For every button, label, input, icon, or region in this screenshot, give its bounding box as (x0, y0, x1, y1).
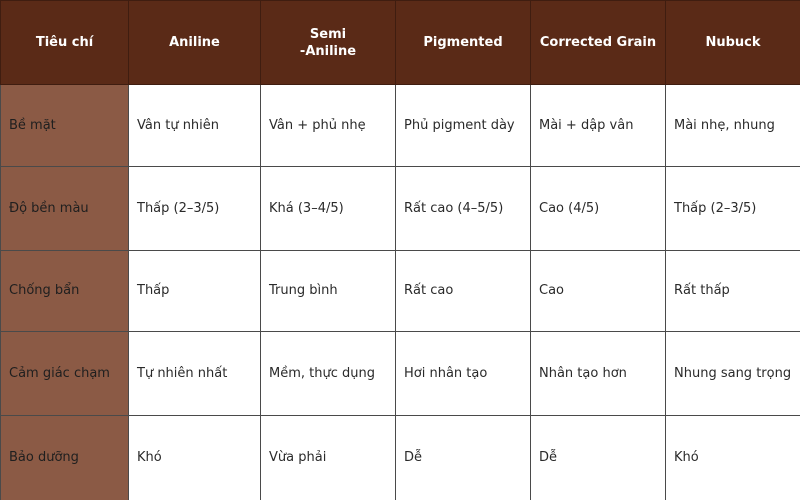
table-cell: Mài + dập vân (531, 85, 666, 167)
table-cell: Nhung sang trọng (666, 332, 800, 416)
table-cell: Cao (531, 251, 666, 332)
header-nubuck: Nubuck (666, 1, 800, 85)
table-row (1, 167, 800, 251)
table-cell: Vân + phủ nhẹ (261, 85, 396, 167)
header-semi-aniline: Semi -Aniline (261, 1, 396, 85)
table-cell: Tự nhiên nhất (129, 332, 261, 416)
table-row (1, 332, 800, 416)
row-label-stain-resistance: Chống bẩn (1, 251, 129, 332)
table-cell: Dễ (396, 416, 531, 500)
row-label-touch-feel: Cảm giác chạm (1, 332, 129, 416)
table-cell: Trung bình (261, 251, 396, 332)
table-cell: Hơi nhân tạo (396, 332, 531, 416)
table-cell: Cao (4/5) (531, 167, 666, 251)
table-cell: Vân tự nhiên (129, 85, 261, 167)
table-cell: Mài nhẹ, nhung (666, 85, 800, 167)
header-corrected-grain: Corrected Grain (531, 1, 666, 85)
table-cell: Rất thấp (666, 251, 800, 332)
table-cell: Khá (3–4/5) (261, 167, 396, 251)
table-row (1, 251, 800, 332)
table-header-row (1, 1, 800, 85)
table-row (1, 416, 800, 500)
header-aniline: Aniline (129, 1, 261, 85)
table-row (1, 85, 800, 167)
table-cell: Dễ (531, 416, 666, 500)
table-cell: Nhân tạo hơn (531, 332, 666, 416)
table-cell: Thấp (2–3/5) (666, 167, 800, 251)
header-pigmented: Pigmented (396, 1, 531, 85)
table-cell: Vừa phải (261, 416, 396, 500)
table-cell: Thấp (129, 251, 261, 332)
table-cell: Mềm, thực dụng (261, 332, 396, 416)
table-cell: Rất cao (4–5/5) (396, 167, 531, 251)
table-cell: Rất cao (396, 251, 531, 332)
header-criteria: Tiêu chí (1, 1, 129, 85)
table-cell: Phủ pigment dày (396, 85, 531, 167)
row-label-color-durability: Độ bền màu (1, 167, 129, 251)
table-cell: Khó (666, 416, 800, 500)
row-label-surface: Bề mặt (1, 85, 129, 167)
table-cell: Thấp (2–3/5) (129, 167, 261, 251)
table-cell: Khó (129, 416, 261, 500)
row-label-maintenance: Bảo dưỡng (1, 416, 129, 500)
